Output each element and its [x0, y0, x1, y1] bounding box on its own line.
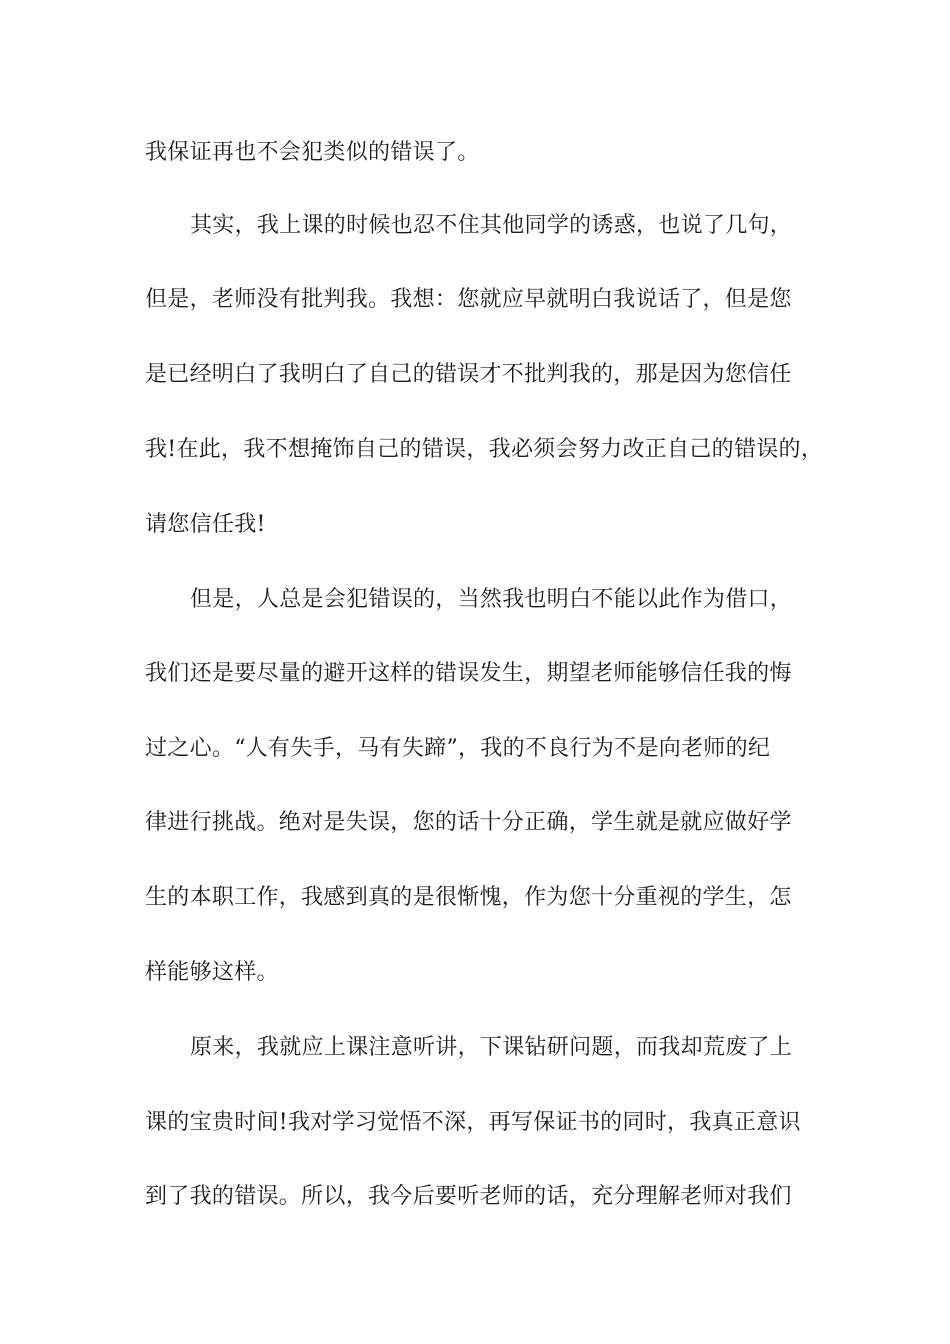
paragraph-first-line: 原来，我就应上课注意听讲，下课钻研问题，而我却荒废了上: [190, 1035, 793, 1060]
text-line: 请您信任我!: [145, 512, 266, 537]
paragraph-first-line: 但是，人总是会犯错误的，当然我也明白不能以此作为借口，: [190, 587, 793, 612]
text-line: 我!在此，我不想掩饰自己的错误，我必须会努力改正自己的错误的，: [145, 437, 824, 462]
text-line: 律进行挑战。绝对是失误，您的话十分正确，学生就是就应做好学: [145, 810, 792, 835]
text-line: 但是，老师没有批判我。我想：您就应早就明白我说话了，但是您: [145, 287, 792, 312]
text-line: 到了我的错误。所以，我今后要听老师的话，充分理解老师对我们: [145, 1184, 792, 1209]
paragraph-first-line: 其实，我上课的时候也忍不住其他同学的诱惑，也说了几句，: [190, 213, 793, 238]
text-line: 生的本职工作，我感到真的是很惭愧，作为您十分重视的学生，怎: [145, 885, 792, 910]
text-line: 过之心。“人有失手，马有失蹄”，我的不良行为不是向老师的纪: [145, 736, 771, 761]
text-line: 我保证再也不会犯类似的错误了。: [145, 140, 480, 165]
text-line: 课的宝贵时间!我对学习觉悟不深，再写保证书的同时，我真正意识: [145, 1110, 801, 1135]
text-line: 样能够这样。: [145, 960, 279, 985]
text-line: 我们还是要尽量的避开这样的错误发生，期望老师能够信任我的悔: [145, 661, 792, 686]
text-line: 是已经明白了我明白了自己的错误才不批判我的，那是因为您信任: [145, 362, 792, 387]
